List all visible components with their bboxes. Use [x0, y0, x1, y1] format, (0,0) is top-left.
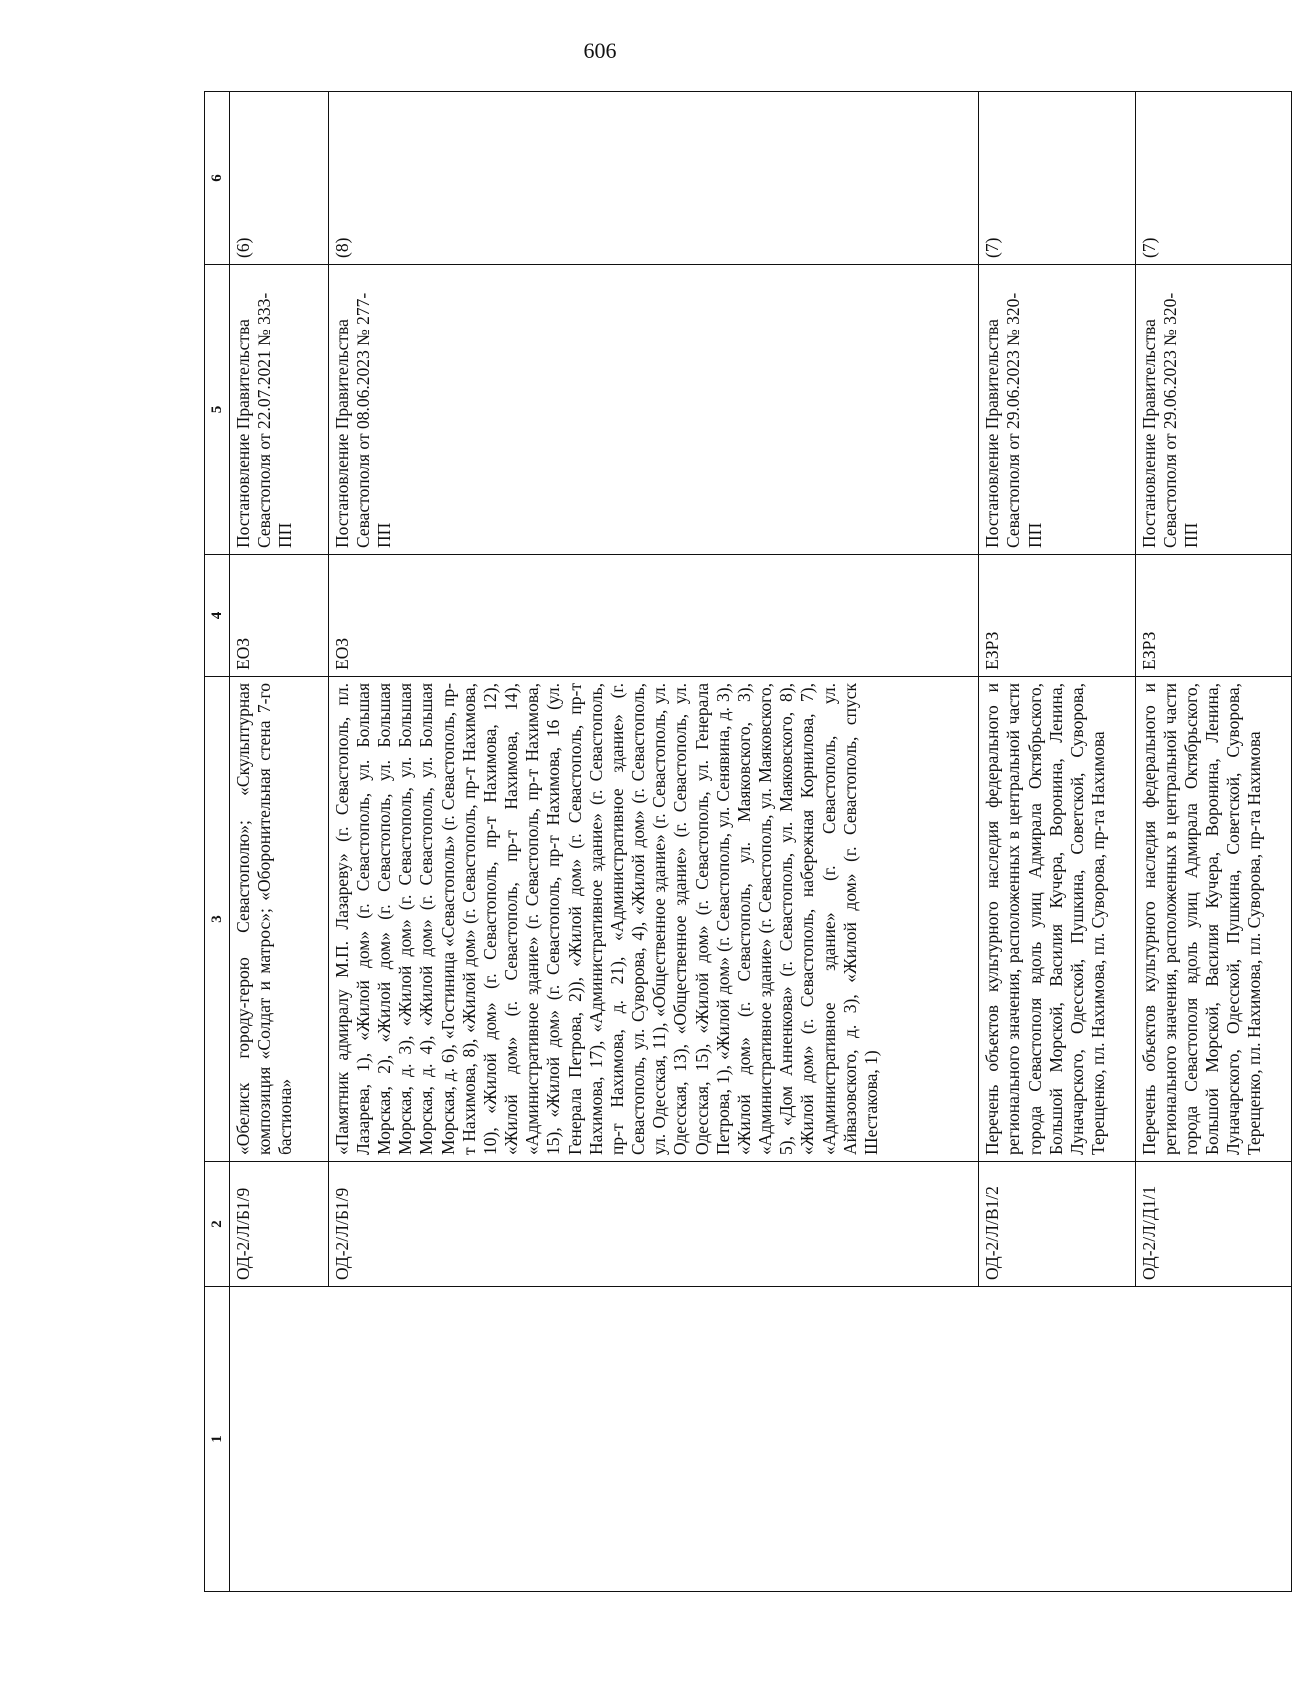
- zone-code: ОД-2/Л/Д1/1: [1135, 1162, 1291, 1287]
- protection-zone: ЕОЗ: [328, 555, 979, 677]
- objects-description: Перечень объектов культурного наследия федерального и регионального значения, расположенных в центральной части города Севастополя вдоль улиц Адмирала Октябрьского, Большой Морской, Василия Кучера, Воронина, Ленина, Луначарского, Одесской, Пушкина, Советской, Суворова, Терещенко, пл. Нахимова, пл. Суворова, пр-та Нахимова: [979, 677, 1135, 1162]
- page-number: 606: [583, 38, 617, 63]
- landscape-sheet: [204, 92, 1292, 1592]
- objects-description: «Памятник адмиралу М.П. Лазареву» (г. Севастополь, пл. Лазарева, 1), «Жилой дом» (г. Севастополь, ул. Большая Морская, 2), «Жилой дом» (г. Севастополь, ул. Большая Морская, д. 3), «Жилой дом» (г. Севастополь, ул. Большая Морская, д. 4), «Жилой дом» (г. Севастополь, ул. Большая Морская, д. 6), «Гостиница «Севастополь» (г. Севастополь, пр-т Нахимова, 8), «Жилой дом» (г. Севастополь, пр-т Нахимова, 10), «Жилой дом» (г. Севастополь, пр-т Нахимова, 12), «Жилой дом» (г. Севастополь, пр-т Нахимова, 14), «Административное здание» (г. Севастополь, пр-т Нахимова, 15), «Жилой дом» (г. Севастополь, пр-т Нахимова, 16 (ул. Генерала Петрова, 2)), «Жилой дом» (г. Севастополь, пр-т Нахимова, 17), «Административное здание» (г. Севастополь, пр-т Нахимова, д. 21), «Административное здание» (г. Севастополь, ул. Суворова, 4), «Жилой дом» (г. Севастополь, ул. Одесская, 11), «Общественное здание» (г. Севастополь, ул. Одесская, 13), «Общественное здание» (г. Севастополь, ул. Одесская, 15), «Жилой дом» (г. Севастополь, ул. Генерала Петрова, 1), «Жилой дом» (г. Севастополь, ул. Сенявина, д. 3), «Жилой дом» (г. Севастополь, ул. Маяковского, 3), «Административное здание» (г. Севастополь, ул. Маяковского, 5), «Дом Анненкова» (г. Севастополь, ул. Маяковского, 8), «Жилой дом» (г. Севастополь, набережная Корнилова, 7), «Административное здание» (г. Севастополь, ул. Айвазовского, д. 3), «Жилой дом» (г. Севастополь, спуск Шестакова, 1): [328, 677, 979, 1162]
- legal-document: Постановление Правительства Севастополя от 22.07.2021 № 333-ПП: [229, 265, 328, 555]
- zone-code: ОД-2/Л/Б1/9: [328, 1162, 979, 1287]
- legal-document: Постановление Правительства Севастополя от 29.06.2023 № 320-ПП: [979, 265, 1135, 555]
- column-header-5: 5: [205, 265, 230, 555]
- legal-document: Постановление Правительства Севастополя от 29.06.2023 № 320-ПП: [1135, 265, 1291, 555]
- column-header-6: 6: [205, 92, 230, 265]
- protection-zone: ЕЗРЗ: [1135, 555, 1291, 677]
- zone-code: ОД-2/Л/Б1/9: [229, 1162, 328, 1287]
- column-header-1: 1: [205, 1287, 230, 1592]
- column-header-4: 4: [205, 555, 230, 677]
- objects-description: «Обелиск городу-герою Севастополю»; «Скульптурная композиция «Солдат и матрос»; «Оборонительная стена 7-го бастиона»: [229, 677, 328, 1162]
- objects-description: Перечень объектов культурного наследия федерального и регионального значения, расположенных в центральной части города Севастополя вдоль улиц Адмирала Октябрьского, Большой Морской, Василия Кучера, Воронина, Ленина, Луначарского, Одесской, Пушкина, Советской, Суворова, Терещенко, пл. Нахимова, пл. Суворова, пр-та Нахимова: [1135, 677, 1291, 1162]
- column-header-2: 2: [205, 1162, 230, 1287]
- note: (7): [979, 92, 1135, 265]
- table-header-row: [205, 92, 230, 1592]
- table-row: [229, 92, 328, 1592]
- column-header-3: 3: [205, 677, 230, 1162]
- note: (7): [1135, 92, 1291, 265]
- zone-code: ОД-2/Л/В1/2: [979, 1162, 1135, 1287]
- empty-cell: [229, 1287, 1292, 1592]
- note: (6): [229, 92, 328, 265]
- protection-zone: ЕЗРЗ: [979, 555, 1135, 677]
- regulation-table: [204, 91, 1292, 1592]
- note: (8): [328, 92, 979, 265]
- legal-document: Постановление Правительства Севастополя от 08.06.2023 № 277-ПП: [328, 265, 979, 555]
- protection-zone: ЕОЗ: [229, 555, 328, 677]
